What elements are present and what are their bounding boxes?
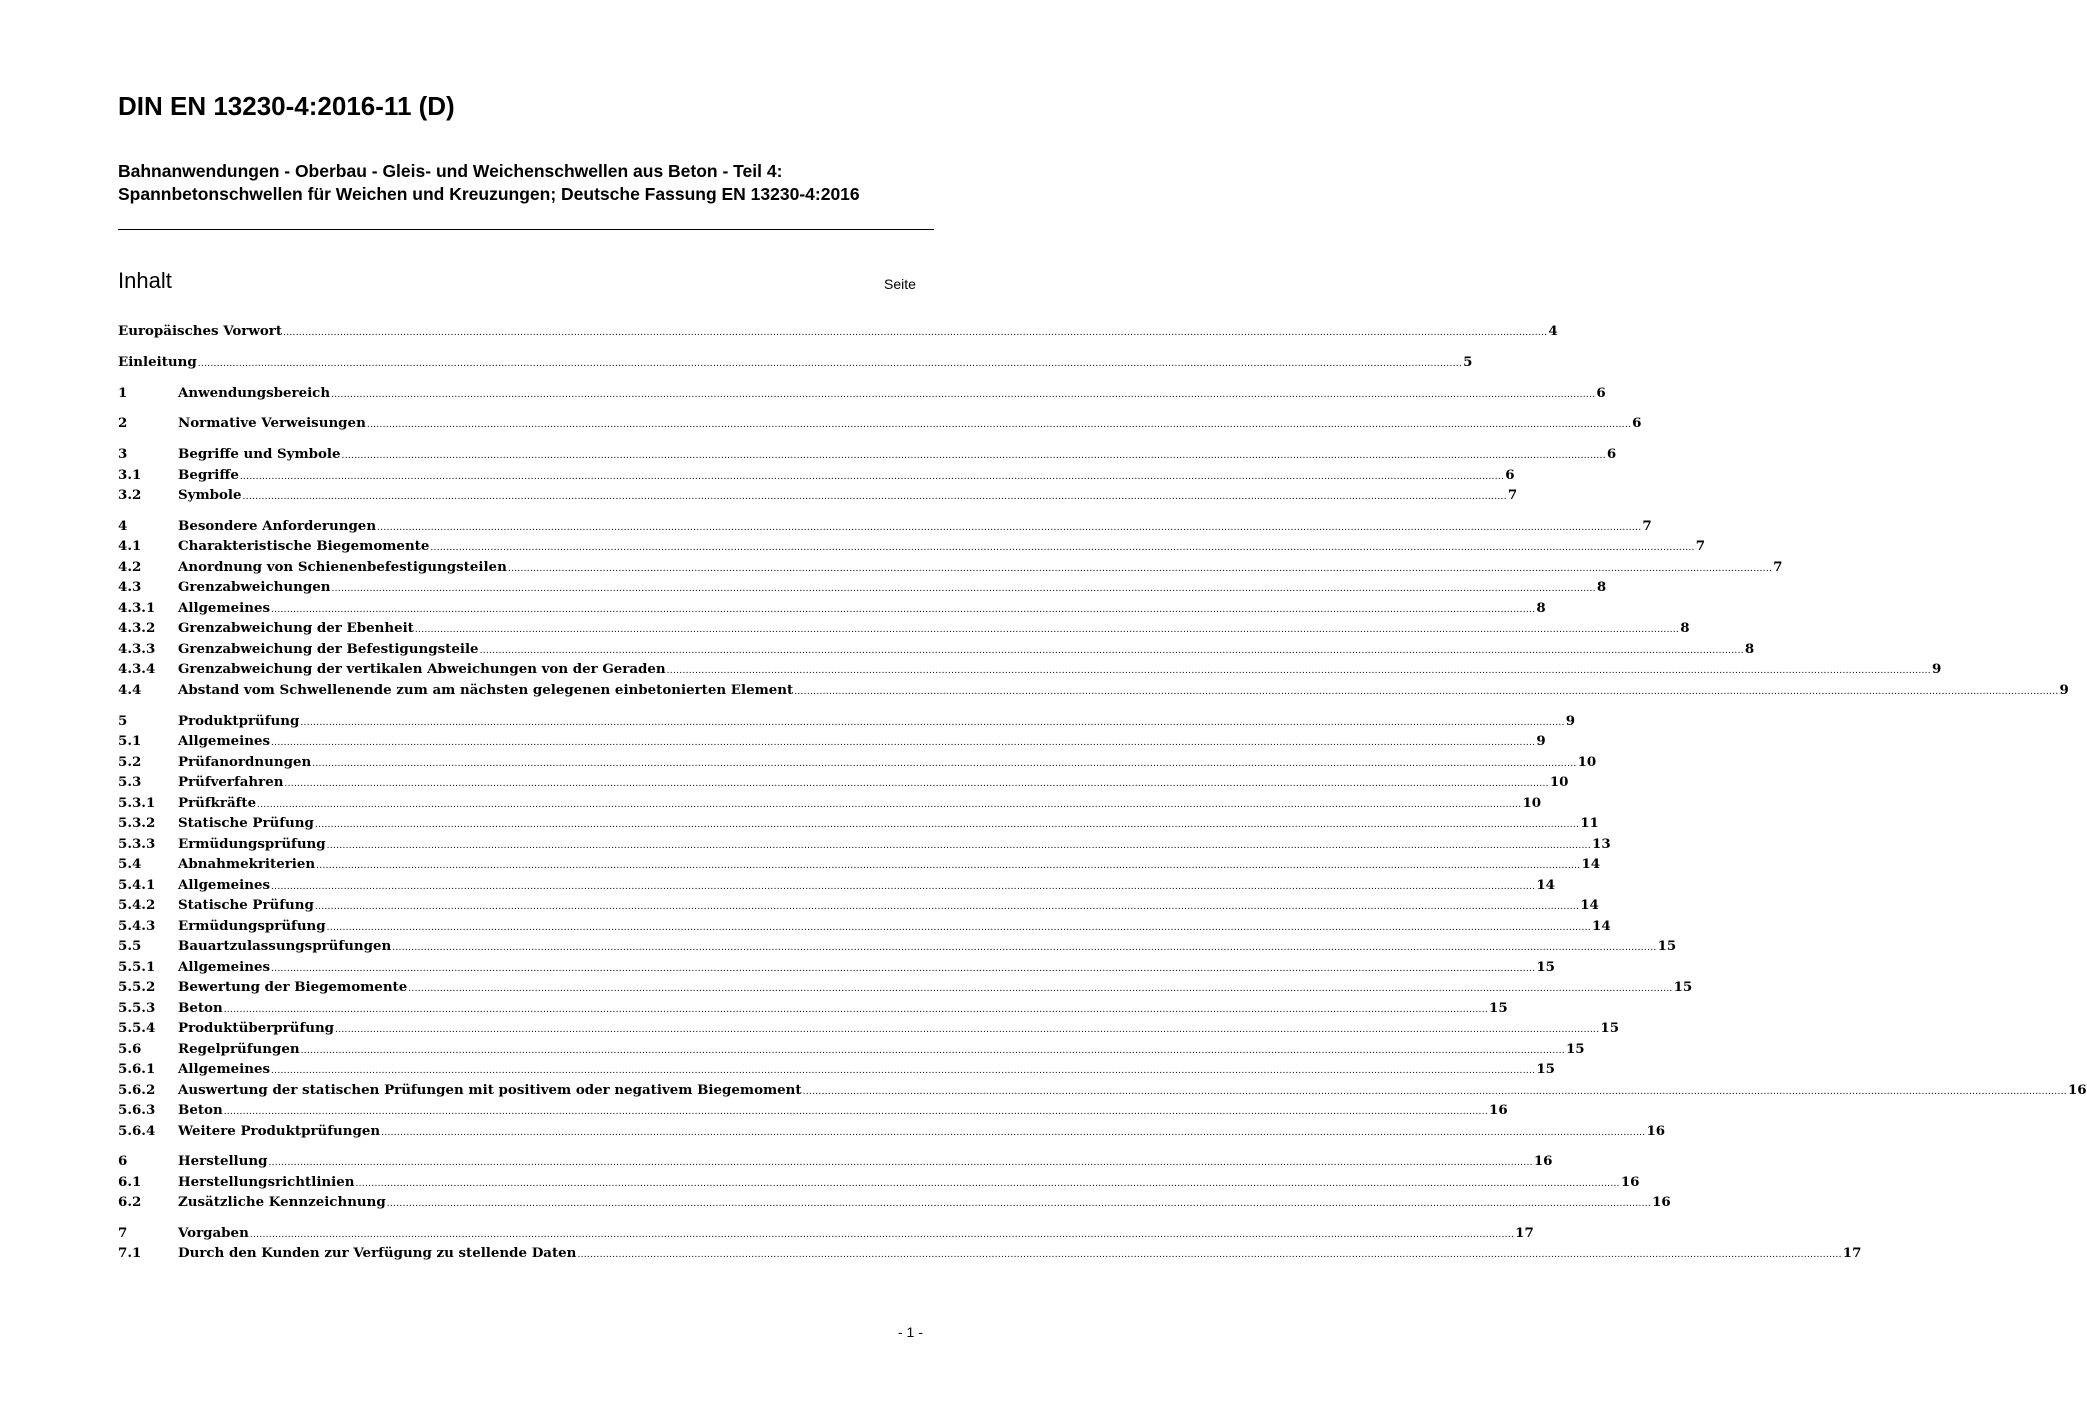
- toc-entry[interactable]: [118, 774, 1569, 794]
- toc-entry-page: 7: [1773, 559, 1783, 575]
- toc-dot-leader: ................................................................................................................................................................................................................................................................................................................................................................................................................: [312, 759, 1577, 769]
- toc-entry-number: 4.3.3: [118, 641, 156, 657]
- toc-entry-page: 16: [1489, 1102, 1508, 1118]
- toc-entry-number: 4.3.2: [118, 620, 156, 636]
- toc-dot-leader: ................................................................................................................................................................................................................................................................................................................................................................................................................: [284, 779, 1549, 789]
- toc-dot-leader: ................................................................................................................................................................................................................................................................................................................................................................................................................: [283, 328, 1548, 338]
- toc-entry-number: 5.3.2: [118, 815, 156, 831]
- toc-dot-leader: ................................................................................................................................................................................................................................................................................................................................................................................................................: [377, 523, 1642, 533]
- toc-entry-page: 9: [2059, 682, 2069, 698]
- toc-entry-number: 5.5.2: [118, 979, 156, 995]
- toc-dot-leader: ................................................................................................................................................................................................................................................................................................................................................................................................................: [577, 1250, 1842, 1260]
- toc-entry-page: 15: [1489, 1000, 1508, 1016]
- toc-entry[interactable]: [118, 579, 1607, 599]
- toc-dot-leader: ................................................................................................................................................................................................................................................................................................................................................................................................................: [331, 584, 1596, 594]
- toc-entry-number: 5.3.1: [118, 795, 156, 811]
- toc-entry-number: 5.4.3: [118, 918, 156, 934]
- toc-entry-number: 7: [118, 1225, 128, 1241]
- toc-entry-number: 4.1: [118, 538, 142, 554]
- toc-entry-number: 6: [118, 1153, 128, 1169]
- toc-entry-title: Allgemeines: [178, 733, 271, 749]
- toc-entry-title: Allgemeines: [178, 600, 271, 616]
- toc-dot-leader: ................................................................................................................................................................................................................................................................................................................................................................................................................: [223, 1005, 1489, 1015]
- toc-entry-page: 9: [1536, 733, 1546, 749]
- toc-dot-leader: ................................................................................................................................................................................................................................................................................................................................................................................................................: [314, 902, 1580, 912]
- toc-entry-page: 15: [1657, 938, 1677, 954]
- toc-entry-page: 10: [1577, 754, 1597, 770]
- toc-dot-leader: ................................................................................................................................................................................................................................................................................................................................................................................................................: [242, 492, 1507, 502]
- toc-entry-number: 4.3.1: [118, 600, 156, 616]
- toc-entry-page: 16: [1646, 1123, 1666, 1139]
- toc-entry-title: Grenzabweichung der Befestigungsteile: [178, 641, 479, 657]
- toc-entry-page: 14: [1580, 897, 1599, 913]
- toc-dot-leader: ................................................................................................................................................................................................................................................................................................................................................................................................................: [392, 943, 1657, 953]
- toc-entry-number: 5.5: [118, 938, 142, 954]
- toc-entry[interactable]: [118, 795, 1542, 815]
- toc-entry-title: Herstellung: [178, 1153, 268, 1169]
- toc-dot-leader: ................................................................................................................................................................................................................................................................................................................................................................................................................: [479, 646, 1744, 656]
- toc-entry-number: 5.5.4: [118, 1020, 156, 1036]
- toc-entry-number: 5.3: [118, 774, 142, 790]
- toc-entry[interactable]: [118, 1061, 1555, 1081]
- toc-entry-title: Prüfverfahren: [178, 774, 284, 790]
- toc-entry-number: 4.3: [118, 579, 142, 595]
- toc-entry[interactable]: [118, 1194, 1671, 1214]
- toc-entry-page: 17: [1842, 1245, 1862, 1261]
- toc-dot-leader: ................................................................................................................................................................................................................................................................................................................................................................................................................: [257, 800, 1522, 810]
- toc-entry-page: 8: [1744, 641, 1755, 657]
- toc-entry-number: 7.1: [118, 1245, 142, 1261]
- toc-entry-page: 16: [2067, 1082, 2087, 1098]
- toc-entry-title: Auswertung der statischen Prüfungen mit positivem oder negativem Biegemoment: [178, 1082, 802, 1098]
- toc-entry-title: Statische Prüfung: [178, 897, 314, 913]
- toc-entry-title: Vorgaben: [178, 1225, 249, 1241]
- toc-entry-page: 8: [1596, 579, 1607, 595]
- toc-entry-number: 5.4.2: [118, 897, 156, 913]
- toc-entry[interactable]: [118, 682, 2069, 702]
- toc-entry[interactable]: [118, 661, 1942, 681]
- toc-entry-number: 3: [118, 446, 128, 462]
- toc-entry-title: Begriffe: [178, 467, 239, 483]
- toc-entry-title: Weitere Produktprüfungen: [178, 1123, 381, 1139]
- toc-entry-page: 15: [1600, 1020, 1620, 1036]
- toc-entry[interactable]: [118, 1000, 1508, 1020]
- toc-dot-leader: ................................................................................................................................................................................................................................................................................................................................................................................................................: [341, 451, 1606, 461]
- toc-entry[interactable]: [118, 538, 1706, 558]
- toc-entry-page: 14: [1592, 918, 1611, 934]
- toc-entry-title: Produktüberprüfung: [178, 1020, 335, 1036]
- toc-entry-title: Abnahmekriterien: [178, 856, 316, 872]
- toc-entry-title: Anordnung von Schienenbefestigungsteilen: [178, 559, 507, 575]
- toc-entry-number: 5.6.4: [118, 1123, 156, 1139]
- toc-entry-number: 5: [118, 713, 128, 729]
- toc-dot-leader: ................................................................................................................................................................................................................................................................................................................................................................................................................: [331, 390, 1596, 400]
- toc-entry[interactable]: [118, 877, 1555, 897]
- document-subtitle: Bahnanwendungen - Oberbau - Gleis- und Weichenschwellen aus Beton - Teil 4: Spannbetonschwellen für Weichen und Kreuzungen; Deutsche Fassung EN 13230-4:2016: [118, 161, 860, 204]
- toc-entry-number: 4.2: [118, 559, 142, 575]
- toc-entry-number: 1: [118, 385, 128, 401]
- toc-entry-title: Besondere Anforderungen: [178, 518, 377, 534]
- toc-entry-number: 3.1: [118, 467, 142, 483]
- toc-entry-page: 4: [1548, 323, 1558, 339]
- toc-dot-leader: ................................................................................................................................................................................................................................................................................................................................................................................................................: [249, 1230, 1515, 1240]
- toc-entry-page: 14: [1581, 856, 1601, 872]
- toc-entry[interactable]: [118, 446, 1617, 466]
- toc-dot-leader: ................................................................................................................................................................................................................................................................................................................................................................................................................: [314, 820, 1580, 830]
- document-title: DIN EN 13230-4:2016-11 (D): [118, 91, 455, 121]
- toc-entry[interactable]: [118, 1102, 1508, 1122]
- toc-entry-page: 14: [1536, 877, 1555, 893]
- toc-entry-page: 16: [1533, 1153, 1553, 1169]
- toc-entry-page: 9: [1931, 661, 1942, 677]
- toc-dot-leader: ................................................................................................................................................................................................................................................................................................................................................................................................................: [271, 1066, 1536, 1076]
- toc-entry-number: 5.2: [118, 754, 142, 770]
- toc-entry-number: 2: [118, 415, 128, 431]
- toc-entry[interactable]: [118, 620, 1690, 640]
- toc-entry[interactable]: [118, 385, 1606, 405]
- toc-entry-number: 5.4: [118, 856, 142, 872]
- toc-entry-page: 6: [1632, 415, 1642, 431]
- toc-dot-leader: ................................................................................................................................................................................................................................................................................................................................................................................................................: [271, 605, 1536, 615]
- toc-entry-title: Allgemeines: [178, 877, 271, 893]
- toc-entry-title: Herstellungsrichtlinien: [178, 1174, 355, 1190]
- toc-entry-page: 15: [1673, 979, 1693, 995]
- footer-page-number: - 1 -: [898, 1324, 923, 1340]
- toc-entry-page: 10: [1549, 774, 1569, 790]
- toc-entry[interactable]: [118, 979, 1693, 999]
- toc-dot-leader: ................................................................................................................................................................................................................................................................................................................................................................................................................: [381, 1128, 1646, 1138]
- toc-entry-page: 10: [1522, 795, 1542, 811]
- toc-entry-page: 5: [1463, 354, 1473, 370]
- toc-entry[interactable]: [118, 467, 1515, 487]
- toc-entry-page: 9: [1565, 713, 1576, 729]
- toc-entry-title: Anwendungsbereich: [178, 385, 331, 401]
- toc-entry-title: Allgemeines: [178, 1061, 271, 1077]
- toc-entry[interactable]: [118, 518, 1652, 538]
- toc-entry[interactable]: [118, 836, 1611, 856]
- toc-entry[interactable]: [118, 1123, 1666, 1143]
- toc-entry[interactable]: [118, 1174, 1640, 1194]
- toc-entry[interactable]: [118, 323, 1558, 343]
- toc-entry[interactable]: [118, 1082, 2087, 1102]
- toc-dot-leader: ................................................................................................................................................................................................................................................................................................................................................................................................................: [507, 564, 1773, 574]
- toc-entry[interactable]: [118, 754, 1597, 774]
- toc-entry-number: 5.3.3: [118, 836, 156, 852]
- toc-entry-number: 5.5.3: [118, 1000, 156, 1016]
- toc-dot-leader: ................................................................................................................................................................................................................................................................................................................................................................................................................: [326, 923, 1591, 933]
- toc-dot-leader: ................................................................................................................................................................................................................................................................................................................................................................................................................: [271, 738, 1536, 748]
- toc-entry-page: 15: [1536, 1061, 1555, 1077]
- toc-entry[interactable]: [118, 918, 1611, 938]
- title-divider: [118, 229, 934, 230]
- toc-entry-number: 4.3.4: [118, 661, 156, 677]
- toc-entry[interactable]: [118, 1225, 1534, 1245]
- toc-entry-title: Regelprüfungen: [178, 1041, 300, 1057]
- toc-entry-number: 4.4: [118, 682, 142, 698]
- toc-entry-page: 16: [1620, 1174, 1640, 1190]
- toc-dot-leader: ................................................................................................................................................................................................................................................................................................................................................................................................................: [223, 1107, 1489, 1117]
- toc-entry-title: Prüfkräfte: [178, 795, 257, 811]
- toc-entry-number: 5.6.2: [118, 1082, 156, 1098]
- toc-dot-leader: ................................................................................................................................................................................................................................................................................................................................................................................................................: [239, 472, 1505, 482]
- toc-entry-number: 5.6.3: [118, 1102, 156, 1118]
- toc-dot-leader: ................................................................................................................................................................................................................................................................................................................................................................................................................: [335, 1025, 1600, 1035]
- toc-entry-number: 6.2: [118, 1194, 142, 1210]
- toc-entry-title: Grenzabweichung der vertikalen Abweichungen von der Geraden: [178, 661, 666, 677]
- toc-entry-title: Grenzabweichungen: [178, 579, 331, 595]
- toc-entry-page: 8: [1680, 620, 1690, 636]
- toc-entry-title: Ermüdungsprüfung: [178, 918, 326, 934]
- toc-entry-title: Produktprüfung: [178, 713, 300, 729]
- toc-entry-title: Ermüdungsprüfung: [178, 836, 326, 852]
- toc-dot-leader: ................................................................................................................................................................................................................................................................................................................................................................................................................: [794, 687, 2059, 697]
- toc-entry-number: 3.2: [118, 487, 142, 503]
- toc-dot-leader: ................................................................................................................................................................................................................................................................................................................................................................................................................: [366, 420, 1632, 430]
- toc-dot-leader: ................................................................................................................................................................................................................................................................................................................................................................................................................: [316, 861, 1581, 871]
- toc-entry[interactable]: [118, 487, 1518, 507]
- toc-entry-number: 6.1: [118, 1174, 142, 1190]
- toc-entry-number: 5.6.1: [118, 1061, 156, 1077]
- toc-dot-leader: ................................................................................................................................................................................................................................................................................................................................................................................................................: [802, 1087, 2067, 1097]
- page-column-label: Seite: [884, 276, 916, 292]
- toc-entry-page: 8: [1536, 600, 1546, 616]
- toc-entry-title: Beton: [178, 1102, 223, 1118]
- toc-entry[interactable]: [118, 856, 1601, 876]
- toc-entry-page: 15: [1565, 1041, 1585, 1057]
- toc-entry[interactable]: [118, 1245, 1862, 1265]
- toc-entry-page: 11: [1580, 815, 1599, 831]
- toc-entry[interactable]: [118, 559, 1783, 579]
- toc-entry[interactable]: [118, 733, 1546, 753]
- toc-entry[interactable]: [118, 1153, 1553, 1173]
- toc-dot-leader: ................................................................................................................................................................................................................................................................................................................................................................................................................: [326, 841, 1591, 851]
- toc-entry-page: 15: [1536, 959, 1555, 975]
- toc-entry-title: Beton: [178, 1000, 223, 1016]
- toc-entry-number: 5.1: [118, 733, 142, 749]
- toc-heading: Inhalt: [118, 268, 172, 293]
- toc-dot-leader: ................................................................................................................................................................................................................................................................................................................................................................................................................: [430, 543, 1695, 553]
- toc-entry-title: Grenzabweichung der Ebenheit: [178, 620, 414, 636]
- toc-dot-leader: ................................................................................................................................................................................................................................................................................................................................................................................................................: [355, 1179, 1620, 1189]
- toc-dot-leader: ................................................................................................................................................................................................................................................................................................................................................................................................................: [666, 666, 1931, 676]
- toc-entry[interactable]: [118, 713, 1576, 733]
- toc-entry-title: Prüfanordnungen: [178, 754, 312, 770]
- toc-entry-title: Einleitung: [118, 354, 197, 370]
- toc-entry-page: 6: [1505, 467, 1515, 483]
- toc-dot-leader: ................................................................................................................................................................................................................................................................................................................................................................................................................: [408, 984, 1673, 994]
- toc-dot-leader: ................................................................................................................................................................................................................................................................................................................................................................................................................: [414, 625, 1680, 635]
- toc-dot-leader: ................................................................................................................................................................................................................................................................................................................................................................................................................: [271, 882, 1536, 892]
- toc-entry-page: 7: [1695, 538, 1706, 554]
- toc-entry-title: Durch den Kunden zur Verfügung zu stellende Daten: [178, 1245, 577, 1261]
- toc-entry-number: 5.6: [118, 1041, 142, 1057]
- toc-dot-leader: ................................................................................................................................................................................................................................................................................................................................................................................................................: [268, 1158, 1533, 1168]
- toc-entry[interactable]: [118, 1020, 1620, 1040]
- toc-entry-page: 16: [1652, 1194, 1671, 1210]
- toc-entry-title: Statische Prüfung: [178, 815, 314, 831]
- toc-entry[interactable]: [118, 938, 1677, 958]
- toc-entry[interactable]: [118, 959, 1555, 979]
- toc-dot-leader: ................................................................................................................................................................................................................................................................................................................................................................................................................: [300, 718, 1565, 728]
- toc-entry[interactable]: [118, 415, 1642, 435]
- toc-entry-title: Europäisches Vorwort: [118, 323, 283, 339]
- toc-entry-title: Bewertung der Biegemomente: [178, 979, 408, 995]
- toc-dot-leader: ................................................................................................................................................................................................................................................................................................................................................................................................................: [386, 1199, 1652, 1209]
- toc-dot-leader: ................................................................................................................................................................................................................................................................................................................................................................................................................: [271, 964, 1536, 974]
- toc-entry-title: Zusätzliche Kennzeichnung: [178, 1194, 386, 1210]
- toc-entry-page: 7: [1642, 518, 1652, 534]
- toc-entry-page: 6: [1606, 446, 1617, 462]
- toc-entry-number: 5.5.1: [118, 959, 156, 975]
- toc-entry[interactable]: [118, 641, 1755, 661]
- toc-entry[interactable]: [118, 815, 1599, 835]
- toc-entry-number: 5.4.1: [118, 877, 156, 893]
- toc-entry-page: 6: [1596, 385, 1606, 401]
- toc-entry-title: Allgemeines: [178, 959, 271, 975]
- toc-entry[interactable]: [118, 600, 1546, 620]
- toc-entry[interactable]: [118, 1041, 1585, 1061]
- toc-entry-page: 17: [1515, 1225, 1534, 1241]
- toc-entry-page: 7: [1507, 487, 1518, 503]
- toc-dot-leader: ................................................................................................................................................................................................................................................................................................................................................................................................................: [197, 359, 1463, 369]
- toc-entry-title: Bauartzulassungsprüfungen: [178, 938, 392, 954]
- toc-entry[interactable]: [118, 354, 1473, 374]
- toc-entry-title: Symbole: [178, 487, 242, 503]
- toc-dot-leader: ................................................................................................................................................................................................................................................................................................................................................................................................................: [300, 1046, 1565, 1056]
- toc-entry-title: Normative Verweisungen: [178, 415, 366, 431]
- toc-entry[interactable]: [118, 897, 1599, 917]
- toc-entry-number: 4: [118, 518, 128, 534]
- toc-entry-title: Charakteristische Biegemomente: [178, 538, 430, 554]
- toc-entry-page: 13: [1592, 836, 1611, 852]
- toc-entry-title: Begriffe und Symbole: [178, 446, 341, 462]
- toc-entry-title: Abstand vom Schwellenende zum am nächsten gelegenen einbetonierten Element: [178, 682, 794, 698]
